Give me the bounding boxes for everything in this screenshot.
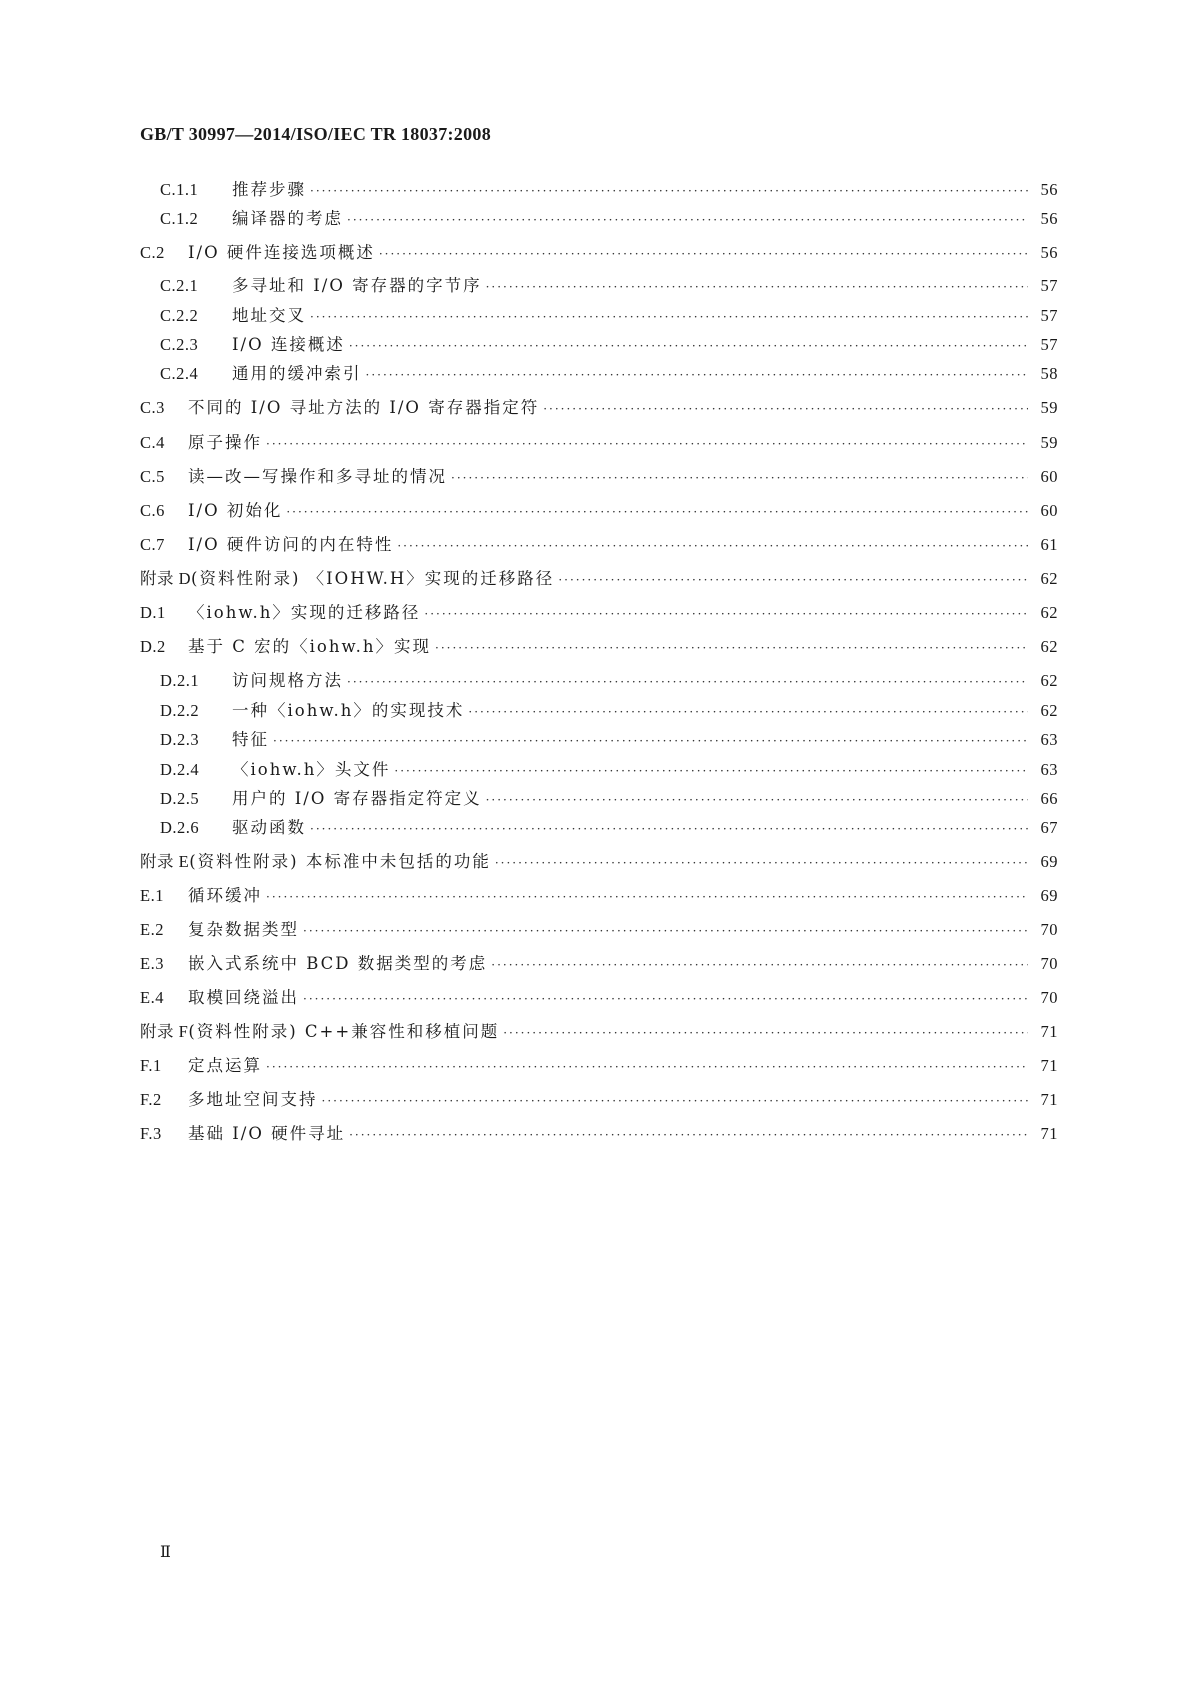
dot-leader — [347, 675, 1028, 689]
toc-entry-title: 嵌入式系统中 BCD 数据类型的考虑 — [188, 954, 488, 973]
toc-entry-title: 一种〈iohw.h〉的实现技术 — [232, 701, 465, 720]
toc-entry-title: 推荐步骤 — [232, 180, 306, 199]
dot-leader — [349, 339, 1028, 353]
toc-entry — [140, 176, 1058, 202]
toc-entry-page: 69 — [1040, 852, 1058, 871]
toc-entry-number: 附录 D — [140, 569, 192, 588]
toc-entry — [140, 697, 1058, 723]
toc-entry — [140, 331, 1058, 357]
toc-entry-number: C.2.3 — [160, 335, 199, 354]
toc-entry-page: 63 — [1040, 760, 1058, 779]
toc-entry-page: 60 — [1040, 467, 1058, 486]
toc-entry-page: 56 — [1040, 180, 1058, 199]
toc-entry-number: E.4 — [140, 988, 164, 1007]
toc-entry-title: I/O 硬件访问的内在特性 — [188, 535, 394, 554]
toc-entry-title: 取模回绕溢出 — [188, 988, 299, 1007]
dot-leader — [503, 1026, 1028, 1040]
dot-leader — [486, 280, 1028, 294]
toc-entry-page: 56 — [1040, 209, 1058, 228]
toc-entry-page: 63 — [1040, 730, 1058, 749]
dot-leader — [322, 1094, 1029, 1108]
toc-entry-page: 69 — [1040, 886, 1058, 905]
toc-entry-number: D.2.2 — [160, 701, 200, 720]
toc-entry-page: 57 — [1040, 335, 1058, 354]
toc-entry-number: C.3 — [140, 398, 165, 417]
toc-entry — [140, 882, 1058, 908]
toc-entry-number: C.5 — [140, 467, 165, 486]
toc-entry — [140, 726, 1058, 752]
toc-entry-title: 编译器的考虑 — [232, 209, 343, 228]
dot-leader — [286, 505, 1028, 519]
toc-entry-number: F.3 — [140, 1124, 162, 1143]
dot-leader — [266, 1060, 1028, 1074]
toc-entry — [140, 848, 1058, 874]
toc-entry-page: 58 — [1040, 364, 1058, 383]
toc-entry — [140, 497, 1058, 523]
dot-leader — [266, 437, 1028, 451]
toc-entry-number: C.4 — [140, 433, 165, 452]
toc-entry-title: 多寻址和 I/O 寄存器的字节序 — [232, 276, 482, 295]
toc-entry-number: C.1.1 — [160, 180, 199, 199]
toc-entry — [140, 205, 1058, 231]
toc-entry-page: 66 — [1040, 789, 1058, 808]
toc-entry-page: 62 — [1040, 671, 1058, 690]
toc-entry-title: 驱动函数 — [232, 818, 306, 837]
dot-leader — [310, 184, 1028, 198]
toc-entry-title: (资料性附录) 本标准中未包括的功能 — [189, 852, 491, 871]
toc-entry-number: C.2.2 — [160, 306, 199, 325]
dot-leader — [491, 958, 1028, 972]
toc-entry-title: I/O 连接概述 — [232, 335, 345, 354]
toc-entry — [140, 1086, 1058, 1112]
dot-leader — [558, 573, 1028, 587]
toc-entry-page: 70 — [1040, 920, 1058, 939]
toc-entry-page: 71 — [1040, 1022, 1058, 1041]
toc-entry — [140, 463, 1058, 489]
toc-entry — [140, 531, 1058, 557]
toc-entry-page: 71 — [1040, 1124, 1058, 1143]
toc-entry-number: F.1 — [140, 1056, 162, 1075]
dot-leader — [424, 607, 1028, 621]
toc-entry-title: 用户的 I/O 寄存器指定符定义 — [232, 789, 482, 808]
dot-leader — [303, 992, 1028, 1006]
toc-entry — [140, 984, 1058, 1010]
toc-entry — [140, 394, 1058, 420]
toc-entry-page: 67 — [1040, 818, 1058, 837]
dot-leader — [347, 213, 1028, 227]
toc-entry-number: C.1.2 — [160, 209, 199, 228]
toc-entry-number: D.2.5 — [160, 789, 200, 808]
toc-entry-page: 70 — [1040, 988, 1058, 1007]
toc-entry-number: 附录 F — [140, 1022, 189, 1041]
toc-entry-title: 通用的缓冲索引 — [232, 364, 362, 383]
toc-entry — [140, 565, 1058, 591]
dot-leader — [266, 890, 1028, 904]
toc-entry-page: 61 — [1040, 535, 1058, 554]
toc-entry-number: C.2.4 — [160, 364, 199, 383]
toc-entry — [140, 272, 1058, 298]
toc-entry — [140, 785, 1058, 811]
toc-entry-title: 〈iohw.h〉实现的迁移路径 — [188, 603, 421, 622]
toc-entry-page: 59 — [1040, 433, 1058, 452]
toc-entry-number: F.2 — [140, 1090, 162, 1109]
dot-leader — [468, 705, 1028, 719]
toc-entry-title: I/O 硬件连接选项概述 — [188, 243, 375, 262]
toc-entry-page: 62 — [1040, 569, 1058, 588]
dot-leader — [543, 402, 1028, 416]
toc-entry-page: 60 — [1040, 501, 1058, 520]
document-header: GB/T 30997—2014/ISO/IEC TR 18037:2008 — [140, 124, 491, 144]
toc-entry-number: D.1 — [140, 603, 166, 622]
toc-entry-title: 〈iohw.h〉头文件 — [232, 760, 391, 779]
toc-entry — [140, 916, 1058, 942]
toc-entry-page: 62 — [1040, 603, 1058, 622]
toc-entry-title: I/O 初始化 — [188, 501, 283, 520]
toc-entry-number: C.2 — [140, 243, 165, 262]
toc-entry — [140, 756, 1058, 782]
dot-leader — [349, 1128, 1028, 1142]
toc-entry — [140, 302, 1058, 328]
dot-leader — [379, 247, 1028, 261]
toc-entry-title: 读—改—写操作和多寻址的情况 — [188, 467, 447, 486]
toc-entry-number: D.2.4 — [160, 760, 200, 779]
dot-leader — [310, 822, 1028, 836]
toc-entry — [140, 1052, 1058, 1078]
toc-entry-title: (资料性附录) 〈IOHW.H〉实现的迁移路径 — [191, 569, 555, 588]
toc-entry — [140, 633, 1058, 659]
dot-leader — [397, 539, 1028, 553]
toc-entry-number: E.1 — [140, 886, 164, 905]
dot-leader — [435, 641, 1028, 655]
toc-entry-page: 59 — [1040, 398, 1058, 417]
toc-entry-title: 基于 C 宏的〈iohw.h〉实现 — [188, 637, 431, 656]
toc-entry-title: (资料性附录) C++兼容性和移植问题 — [188, 1022, 500, 1041]
toc-entry-title: 基础 I/O 硬件寻址 — [188, 1124, 346, 1143]
dot-leader — [366, 368, 1029, 382]
dot-leader — [486, 793, 1028, 807]
dot-leader — [394, 764, 1028, 778]
toc-entry — [140, 667, 1058, 693]
toc-entry-title: 多地址空间支持 — [188, 1090, 318, 1109]
toc-entry-title: 地址交叉 — [232, 306, 306, 325]
page-number: Ⅱ — [160, 1544, 171, 1561]
dot-leader — [310, 310, 1028, 324]
toc-entry-title: 原子操作 — [188, 433, 262, 452]
toc-entry-page: 62 — [1040, 701, 1058, 720]
toc-entry-number: D.2.6 — [160, 818, 200, 837]
toc-entry-page: 70 — [1040, 954, 1058, 973]
toc-entry-number: D.2.1 — [160, 671, 200, 690]
toc-entry — [140, 429, 1058, 455]
toc-entry-title: 特征 — [232, 730, 269, 749]
dot-leader — [451, 471, 1028, 485]
toc-entry-page: 62 — [1040, 637, 1058, 656]
toc-entry — [140, 1120, 1058, 1146]
toc-entry-title: 访问规格方法 — [232, 671, 343, 690]
toc-entry-title: 不同的 I/O 寻址方法的 I/O 寄存器指定符 — [188, 398, 540, 417]
toc-entry-page: 71 — [1040, 1056, 1058, 1075]
dot-leader — [495, 856, 1028, 870]
toc-entry-title: 循环缓冲 — [188, 886, 262, 905]
toc-entry-number: E.2 — [140, 920, 164, 939]
toc-entry — [140, 1018, 1058, 1044]
toc-entry-number: D.2.3 — [160, 730, 200, 749]
dot-leader — [273, 734, 1028, 748]
toc-entry — [140, 239, 1058, 265]
toc-entry-number: D.2 — [140, 637, 166, 656]
toc-entry-page: 56 — [1040, 243, 1058, 262]
toc-entry-number: C.2.1 — [160, 276, 199, 295]
toc-entry-number: C.6 — [140, 501, 165, 520]
toc-entry-number: C.7 — [140, 535, 165, 554]
dot-leader — [303, 924, 1028, 938]
toc-entry — [140, 950, 1058, 976]
toc-entry — [140, 599, 1058, 625]
toc-entry-title: 复杂数据类型 — [188, 920, 299, 939]
toc-entry-page: 57 — [1040, 276, 1058, 295]
toc-entry-title: 定点运算 — [188, 1056, 262, 1075]
toc-entry-number: 附录 E — [140, 852, 190, 871]
toc-entry-page: 71 — [1040, 1090, 1058, 1109]
toc-entry — [140, 814, 1058, 840]
toc-entry-number: E.3 — [140, 954, 164, 973]
toc-entry-page: 57 — [1040, 306, 1058, 325]
toc-entry — [140, 360, 1058, 386]
